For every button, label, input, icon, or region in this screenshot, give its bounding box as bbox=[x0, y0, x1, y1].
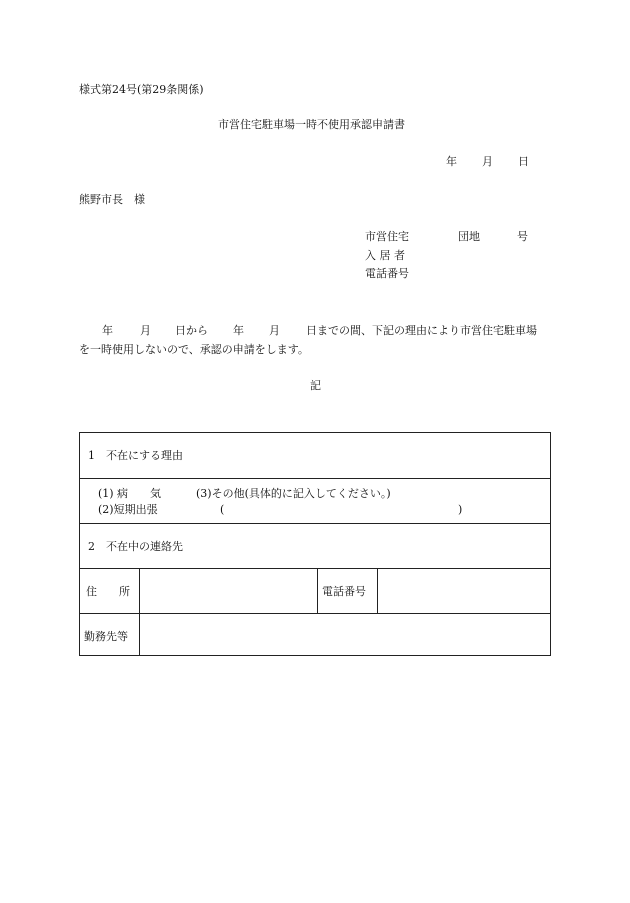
address-divider bbox=[139, 569, 140, 613]
body-month-1: 月 bbox=[140, 324, 151, 337]
reason2-business-trip: (2)短期出張 bbox=[98, 503, 158, 516]
date-month-label: 月 bbox=[482, 155, 493, 168]
body-year-1: 年 bbox=[102, 324, 113, 337]
complex-label: 団地 bbox=[458, 230, 480, 243]
housing-label: 市営住宅 bbox=[365, 230, 409, 243]
address-row bbox=[80, 568, 550, 613]
addressee: 熊野市長 様 bbox=[79, 193, 145, 206]
reason3-open-paren: ( bbox=[220, 503, 225, 516]
body-sentence-rest: 日までの間、下記の理由により市営住宅駐車場 bbox=[306, 324, 537, 337]
reason3-close-paren: ) bbox=[458, 503, 463, 516]
applicant-phone-label: 電話番号 bbox=[365, 267, 409, 280]
body-day-from: 日から bbox=[175, 324, 208, 337]
section1-title: 1 不在にする理由 bbox=[88, 449, 183, 462]
address-label: 住 所 bbox=[86, 585, 130, 598]
section1-title-row bbox=[80, 433, 550, 478]
resident-label: 入 居 者 bbox=[365, 249, 405, 262]
body-month-2: 月 bbox=[269, 324, 280, 337]
reasons-row bbox=[80, 478, 550, 523]
workplace-row bbox=[80, 613, 550, 655]
body-year-2: 年 bbox=[233, 324, 244, 337]
workplace-label: 勤務先等 bbox=[84, 630, 128, 643]
section2-title: 2 不在中の連絡先 bbox=[88, 540, 183, 553]
date-year-label: 年 bbox=[446, 155, 457, 168]
contact-phone-label: 電話番号 bbox=[322, 585, 366, 598]
form-number: 様式第24号(第29条関係) bbox=[79, 83, 204, 96]
page-title: 市営住宅駐車場一時不使用承認申請書 bbox=[218, 118, 405, 131]
reason3-other: (3)その他(具体的に記入してください。) bbox=[196, 487, 391, 500]
workplace-divider bbox=[139, 614, 140, 655]
reason1-number: (1) bbox=[98, 487, 114, 500]
body-sentence-line2: を一時使用しないので、承認の申請をします。 bbox=[79, 343, 309, 356]
reason1-illness: 病 気 bbox=[117, 487, 161, 500]
application-table bbox=[79, 432, 551, 656]
ki-heading: 記 bbox=[310, 379, 321, 392]
unit-number-label: 号 bbox=[517, 230, 528, 243]
section2-title-row bbox=[80, 523, 550, 568]
phone-value-divider bbox=[377, 569, 378, 613]
phone-label-divider bbox=[317, 569, 318, 613]
date-day-label: 日 bbox=[518, 155, 529, 168]
